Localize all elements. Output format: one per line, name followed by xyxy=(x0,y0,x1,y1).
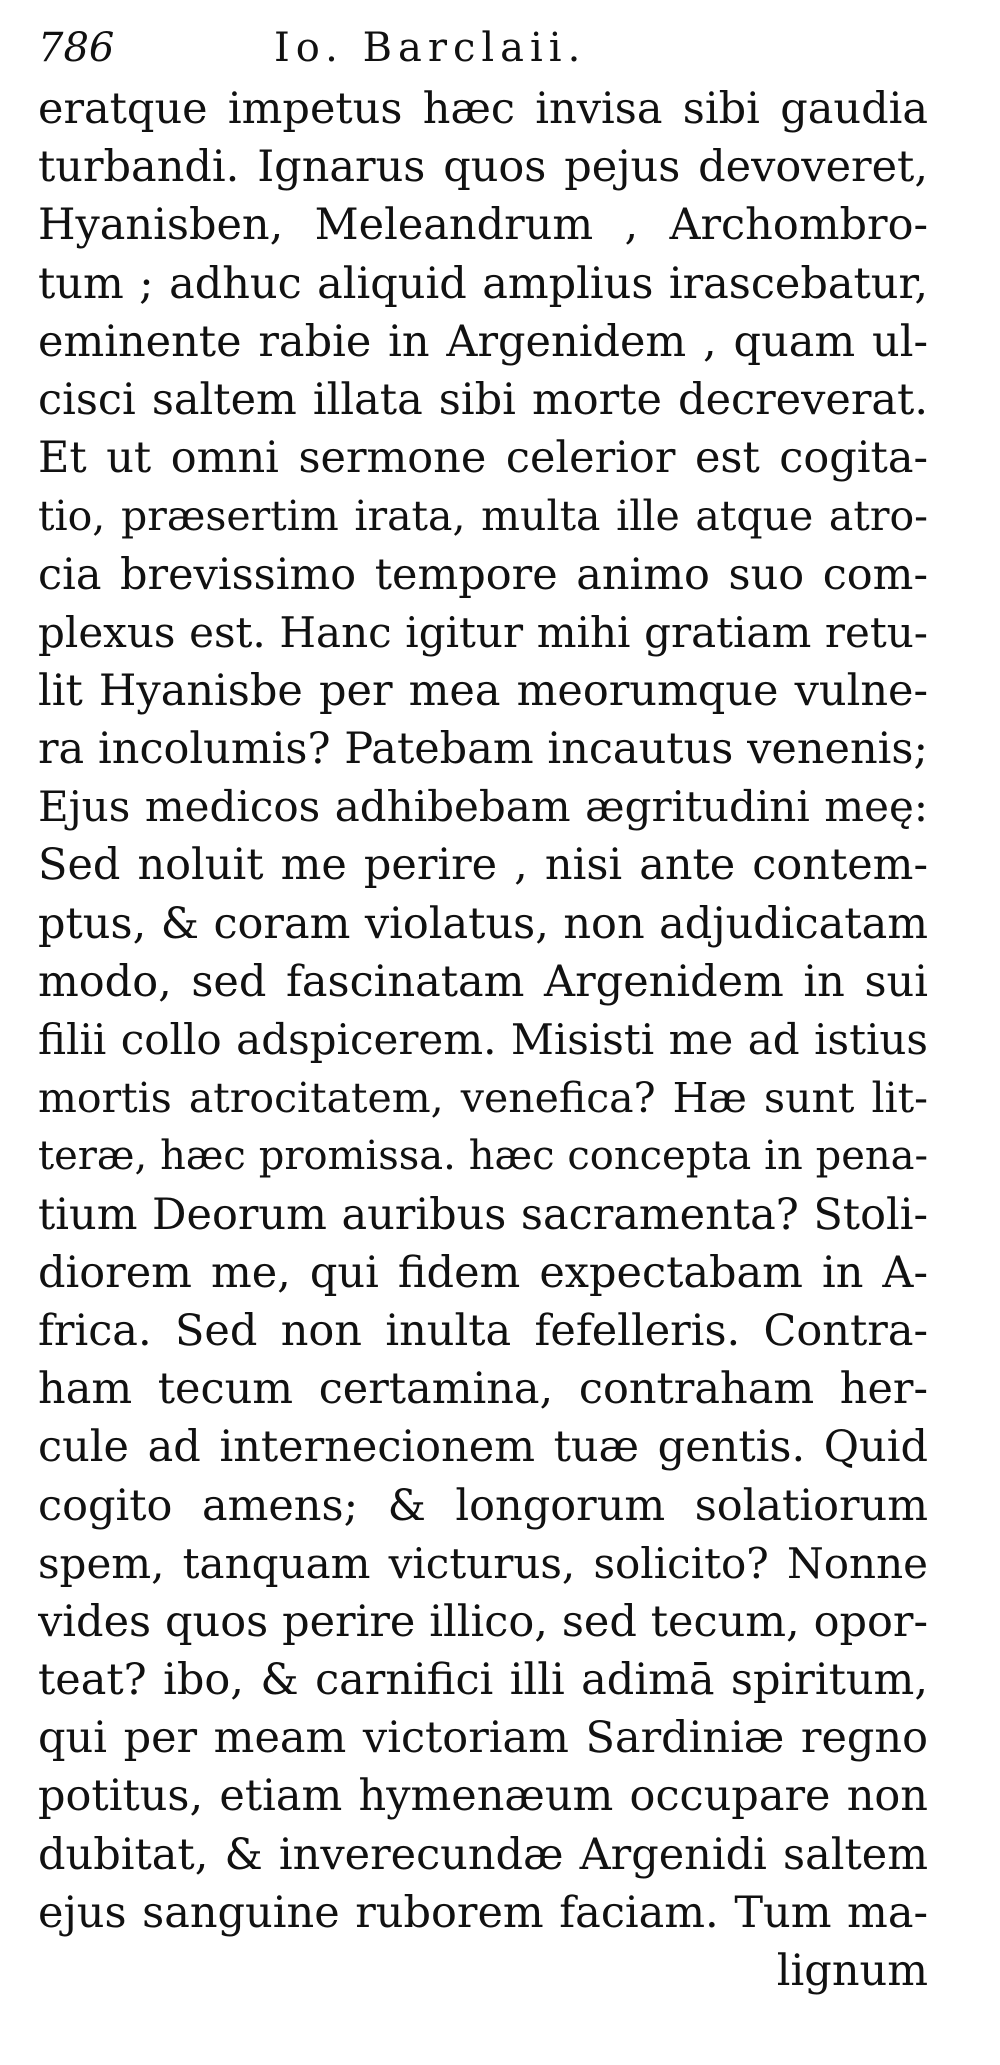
text-line: Hyanisben, Meleandrum , Archombro- xyxy=(38,200,928,251)
text-line: turbandi. Ignarus quos pejus devoveret, xyxy=(38,142,928,193)
text-line: eminente rabie in Argenidem , quam ul- xyxy=(38,316,928,367)
text-line: Ejus medicos adhibebam ægritudini meę: xyxy=(38,782,928,832)
page-number: 786 xyxy=(38,25,115,71)
text-line: modo, sed fascinatam Argenidem in sui xyxy=(38,956,928,1007)
text-line: potitus, etiam hymenæum occupare non xyxy=(38,1771,928,1822)
text-line: cia brevissimo tempore animo suo com- xyxy=(38,549,928,600)
text-line: Sed noluit me perire , nisi ante contem- xyxy=(38,840,928,891)
text-line: teræ, hæc promissa. hæc concepta in pena- xyxy=(38,1133,928,1180)
text-line: lit Hyanisbe per mea meorumque vulne- xyxy=(38,665,928,716)
text-line: cisci saltem illata sibi morte decreverat. xyxy=(38,374,928,425)
text-line: Et ut omni sermone celerior est cogita- xyxy=(38,433,928,484)
text-line: vides quos perire illico, sed tecum, opor- xyxy=(38,1596,928,1647)
text-line: mortis atrocitatem, venefica? Hæ sunt lit- xyxy=(38,1074,928,1123)
text-line: filii collo adspicerem. Misisti me ad istius xyxy=(38,1015,928,1064)
text-line: plexus est. Hanc igitur mihi gratiam retu- xyxy=(38,607,928,657)
text-line: tum ; adhuc aliquid amplius irascebatur, xyxy=(38,258,928,309)
running-head: Io. Barclaii. xyxy=(274,25,587,71)
text-line: spem, tanquam victurus, solicito? Nonne xyxy=(38,1538,928,1588)
text-line: diorem me, qui fidem expectabam in A- xyxy=(38,1247,928,1298)
text-line: ham tecum certamina, contraham her- xyxy=(38,1364,928,1415)
text-line: dubitat, & inverecundæ Argenidi saltem xyxy=(38,1829,928,1880)
text-line: frica. Sed non inulta fefelleris. Contra- xyxy=(38,1305,928,1356)
text-line: tio, præsertim irata, multa ille atque atro- xyxy=(38,492,928,541)
text-line: qui per meam victoriam Sardiniæ regno xyxy=(38,1713,928,1764)
body-text xyxy=(38,80,928,2000)
text-line: cogito amens; & longorum solatiorum xyxy=(38,1480,928,1531)
text-line: ejus sanguine ruborem faciam. Tum ma- xyxy=(38,1887,928,1938)
text-line: tium Deorum auribus sacramenta? Stoli- xyxy=(38,1189,928,1240)
text-line: eratque impetus hæc invisa sibi gaudia xyxy=(38,84,928,134)
page-header xyxy=(38,18,938,78)
text-line: ra incolumis? Patebam incautus venenis; xyxy=(38,724,928,775)
catchword: lignum xyxy=(776,1946,928,1996)
text-line: teat? ibo, & carnifici illi adimā spiritum, xyxy=(38,1655,928,1706)
text-line: ptus, & coram violatus, non adjudicatam xyxy=(38,898,928,949)
text-line: cule ad internecionem tuæ gentis. Quid xyxy=(38,1422,928,1473)
